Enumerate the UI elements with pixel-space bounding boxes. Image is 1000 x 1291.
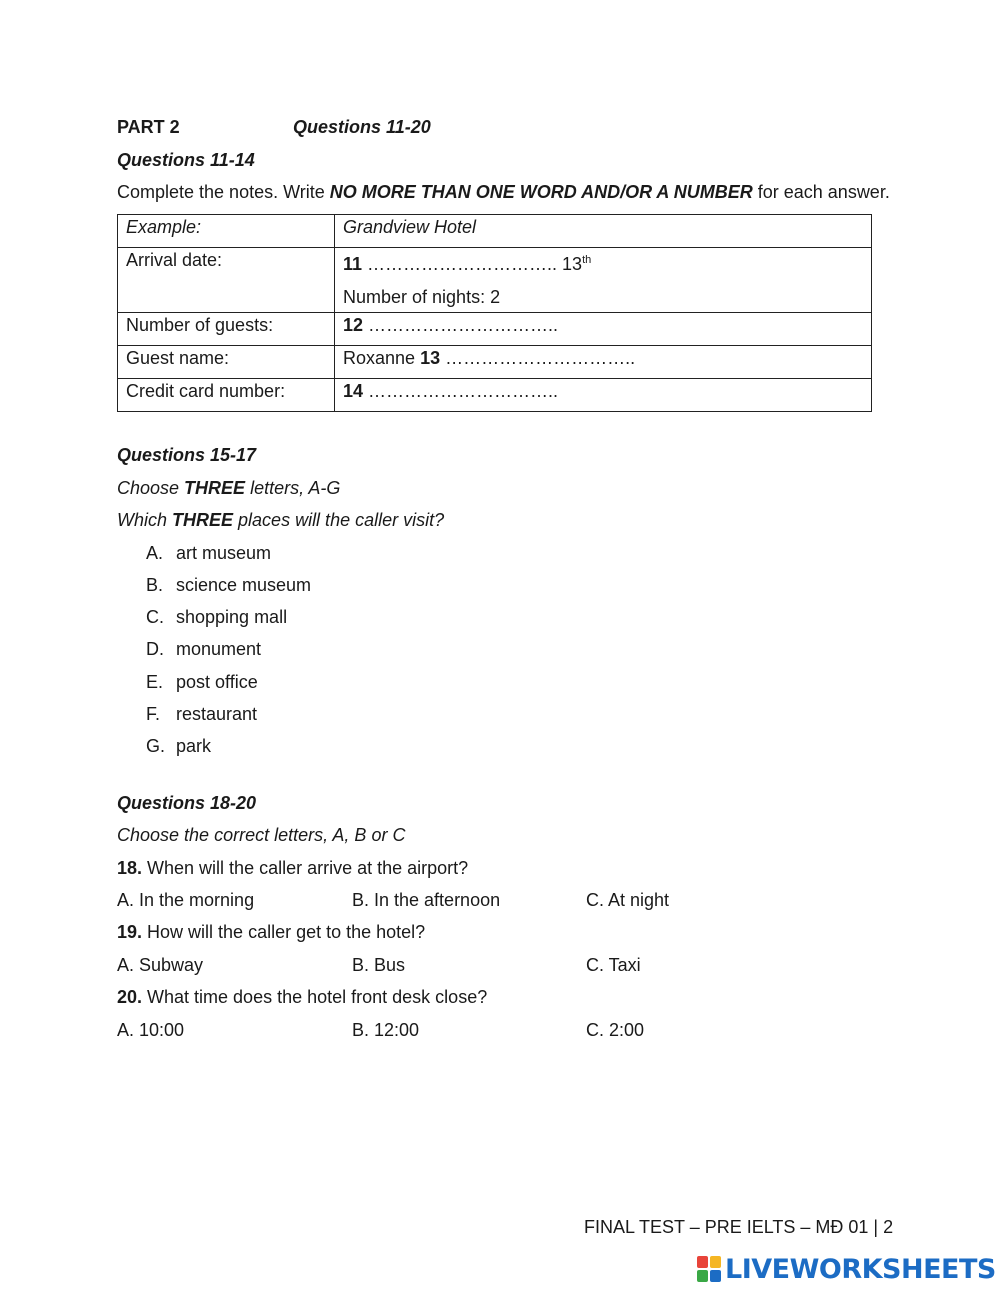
instruction-text: for each answer. (752, 182, 890, 202)
list-item[interactable] (146, 575, 311, 596)
arrival-label: Arrival date: (118, 248, 335, 313)
nights-text: Number of nights: 2 (343, 287, 501, 307)
question-number: 20. (117, 987, 143, 1007)
question-19 (117, 922, 425, 943)
option-19b[interactable]: B. Bus (352, 955, 406, 975)
option-text: monument (176, 639, 262, 659)
table-row (118, 215, 872, 248)
question-text: When will the caller arrive at the airport? (142, 858, 469, 878)
guests-label: Number of guests: (118, 313, 335, 346)
answer-blank-13[interactable]: ………………………….. (440, 348, 636, 368)
option-18a[interactable]: A. In the morning (117, 890, 255, 910)
section2-title: Questions 15-17 (117, 445, 257, 465)
option-text: restaurant (176, 704, 258, 724)
option-19a[interactable]: A. Subway (117, 955, 204, 975)
option-letter: B. (146, 575, 164, 595)
instruction-text: Complete the notes. Write (117, 182, 330, 202)
guests-cell (335, 313, 872, 346)
section1-instruction (117, 182, 890, 203)
question-number-11: 11 (343, 254, 363, 274)
list-item[interactable] (146, 543, 271, 564)
instruction-text: letters, A-G (245, 478, 341, 498)
list-item[interactable] (146, 607, 287, 628)
question-text: How will the caller get to the hotel? (142, 922, 426, 942)
question-number-13: 13 (420, 348, 441, 368)
question-number-12: 12 (343, 315, 364, 335)
section2-instruction (117, 478, 340, 499)
table-row (118, 313, 872, 346)
example-value: Grandview Hotel (335, 215, 872, 248)
arrival-cell (335, 248, 872, 313)
answer-blank-12[interactable]: ………………………….. (363, 315, 559, 335)
option-20a[interactable]: A. 10:00 (117, 1020, 185, 1040)
ordinal-suffix: th (582, 254, 592, 266)
question-emphasis: THREE (172, 510, 234, 530)
question-number: 18. (117, 858, 143, 878)
option-letter: A. (146, 543, 164, 563)
list-item[interactable] (146, 736, 211, 757)
option-20c[interactable]: C. 2:00 (586, 1020, 645, 1040)
table-row (118, 248, 872, 313)
option-text: park (176, 736, 212, 756)
card-label: Credit card number: (118, 379, 335, 412)
option-19c[interactable]: C. Taxi (586, 955, 641, 975)
liveworksheets-logo[interactable] (697, 1254, 996, 1284)
name-prefix: Roxanne (343, 348, 421, 368)
logo-text: LIVEWORKSHEETS (725, 1253, 996, 1285)
list-item[interactable] (146, 704, 257, 725)
example-label: Example: (118, 215, 335, 248)
instruction-emphasis: THREE (184, 478, 246, 498)
answer-blank-14[interactable]: ………………………….. (363, 381, 559, 401)
instruction-text: Choose (117, 478, 185, 498)
name-label: Guest name: (118, 346, 335, 379)
question-20 (117, 987, 487, 1008)
list-item[interactable] (146, 639, 261, 660)
section3-title: Questions 18-20 (117, 793, 257, 813)
question-text: places will the caller visit? (233, 510, 445, 530)
option-letter: F. (146, 704, 161, 724)
option-letter: E. (146, 672, 164, 692)
logo-square-icon (697, 1270, 708, 1282)
section3-instruction: Choose the correct letters, A, B or C (117, 825, 406, 845)
answer-blank-11[interactable]: ………………………….. 13 (362, 254, 583, 274)
logo-mark-icon (697, 1256, 721, 1282)
question-text: Which (117, 510, 173, 530)
logo-square-icon (697, 1256, 708, 1268)
option-text: science museum (176, 575, 312, 595)
question-number: 19. (117, 922, 143, 942)
option-letter: C. (146, 607, 164, 627)
notes-table (117, 214, 872, 412)
card-cell (335, 379, 872, 412)
logo-square-icon (710, 1270, 721, 1282)
option-text: post office (176, 672, 258, 692)
page-footer: FINAL TEST – PRE IELTS – MĐ 01 | 2 (584, 1217, 894, 1237)
table-row (118, 379, 872, 412)
option-letter: D. (146, 639, 164, 659)
option-18c[interactable]: C. At night (586, 890, 670, 910)
logo-square-icon (710, 1256, 721, 1268)
name-cell (335, 346, 872, 379)
question-text: What time does the hotel front desk close? (142, 987, 488, 1007)
list-item[interactable] (146, 672, 258, 693)
option-18b[interactable]: B. In the afternoon (352, 890, 501, 910)
option-20b[interactable]: B. 12:00 (352, 1020, 420, 1040)
section1-title: Questions 11-14 (117, 150, 255, 170)
instruction-emphasis: NO MORE THAN ONE WORD AND/OR A NUMBER (329, 182, 753, 202)
table-row (118, 346, 872, 379)
question-18 (117, 858, 468, 879)
questions-range: Questions 11-20 (293, 117, 431, 137)
option-text: art museum (176, 543, 272, 563)
option-text: shopping mall (176, 607, 288, 627)
question-number-14: 14 (343, 381, 364, 401)
part-label: PART 2 (117, 117, 180, 137)
section2-question (117, 510, 444, 531)
option-letter: G. (146, 736, 166, 756)
